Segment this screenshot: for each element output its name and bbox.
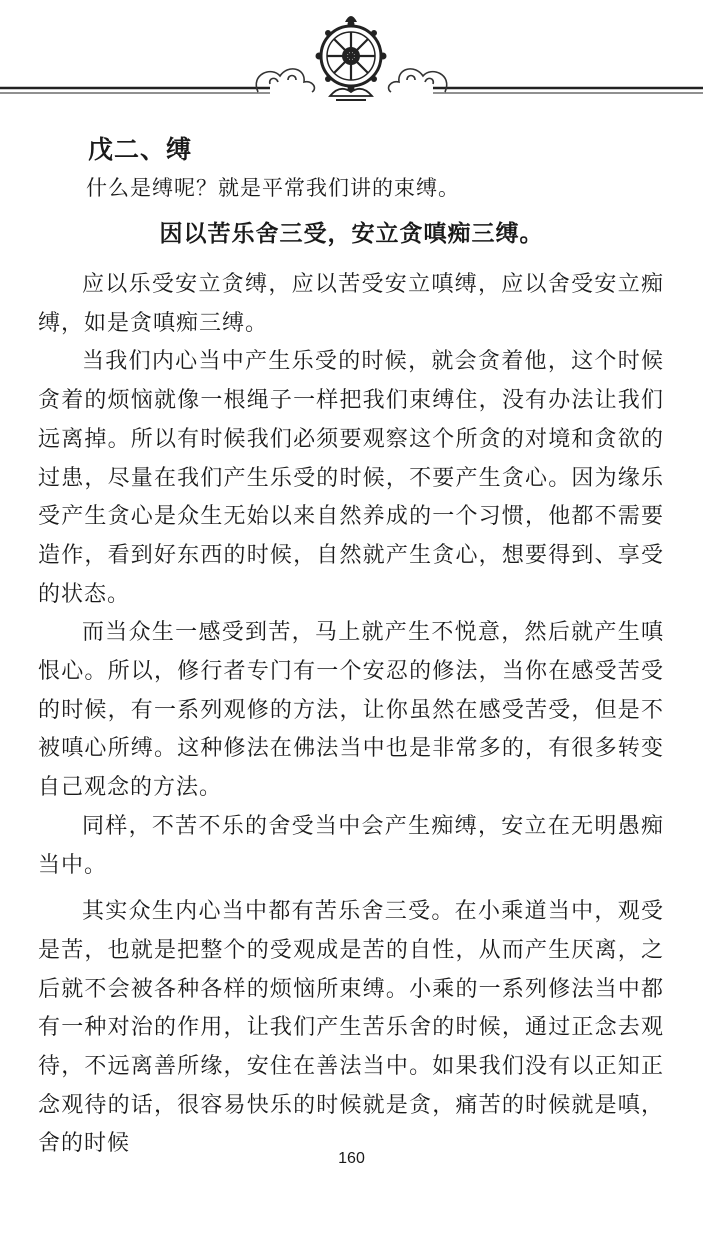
section-intro: 什么是缚呢？就是平常我们讲的束缚。 [86, 176, 460, 200]
root-verse: 因以苦乐舍三受，安立贪嗔痴三缚。 [159, 221, 544, 247]
header-decoration [0, 0, 703, 110]
page-number: 160 [338, 1150, 365, 1167]
commentary-body [38, 266, 664, 1164]
paragraph: 应以乐受安立贪缚，应以苦受安立嗔缚，应以舍受安立痴缚，如是贪嗔痴三缚。 [38, 272, 664, 336]
section-title: 戊二、缚 [88, 135, 193, 164]
paragraph: 其实众生内心当中都有苦乐舍三受。在小乘道当中，观受是苦，也就是把整个的受观成是苦的自性，从而产生厌离，之后就不会被各种各样的烦恼所束缚。小乘的一系列修法当中都有一种对治的作用，让我们产生苦乐舍的时候，通过正念去观待，不远离善所缘，安住在善法当中。如果我们没有以正知正念观待的话，很容易快乐的时候就是贪，痛苦的时候就是嗔，舍的时候 [38, 899, 664, 1157]
paragraph: 而当众生一感受到苦，马上就产生不悦意，然后就产生嗔恨心。所以，修行者专门有一个安忍的修法，当你在感受苦受的时候，有一系列观修的方法，让你虽然在感受苦受，但是不被嗔心所缚。这种修法在佛法当中也是非常多的，有很多转变自己观念的方法。 [38, 620, 664, 801]
page-header-ornament [0, 0, 703, 110]
dharma-wheel-icon [316, 16, 387, 100]
paragraph: 当我们内心当中产生乐受的时候，就会贪着他，这个时候贪着的烦恼就像一根绳子一样把我们束缚住，没有办法让我们远离掉。所以有时候我们必须要观察这个所贪的对境和贪欲的过患，尽量在我们产生乐受的时候，不要产生贪心。因为缘乐受产生贪心是众生无始以来自然养成的一个习惯，他都不需要造作，看到好东西的时候，自然就产生贪心，想要得到、享受的状态。 [38, 349, 664, 607]
paragraph: 同样，不苦不乐的舍受当中会产生痴缚，安立在无明愚痴当中。 [38, 813, 664, 878]
